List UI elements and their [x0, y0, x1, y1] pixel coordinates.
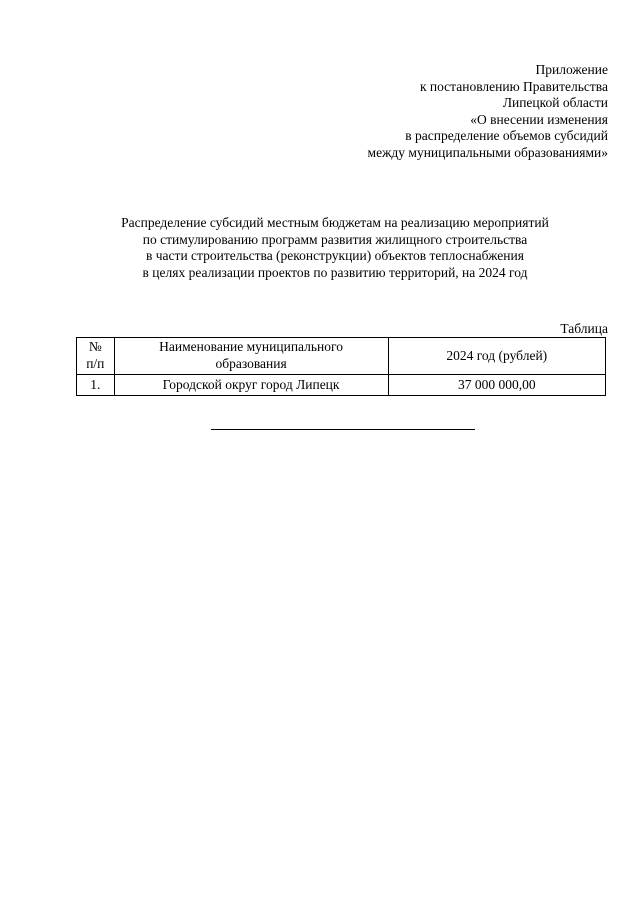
table-caption: Таблица: [560, 321, 608, 336]
header-amount: 2024 год (рублей): [388, 338, 605, 375]
header-number: [77, 338, 115, 375]
header-municipality-line2: образования: [215, 356, 287, 371]
header-number-line1: №: [88, 339, 102, 355]
appendix-line: «О внесении изменения: [470, 111, 608, 127]
cell-municipality: Городской округ город Липецк: [114, 375, 388, 396]
appendix-line: в распределение объемов субсидий: [405, 128, 608, 144]
document-title: [0, 215, 640, 281]
appendix-line: к постановлению Правительства: [419, 78, 608, 94]
cell-number: 1.: [77, 375, 115, 396]
appendix-header: [368, 62, 608, 162]
table-row: [77, 375, 606, 396]
header-number-line2: п/п: [86, 356, 105, 371]
header-municipality-line1: Наименование муниципального: [159, 339, 343, 355]
title-line: в части строительства (реконструкции) объектов теплоснабжения: [146, 248, 524, 264]
appendix-line: Приложение: [535, 62, 608, 77]
cell-amount: 37 000 000,00: [388, 375, 605, 396]
header-municipality: [114, 338, 388, 375]
subsidy-table: [76, 337, 606, 396]
title-line: в целях реализации проектов по развитию территорий, на 2024 год: [142, 264, 528, 280]
title-line: Распределение субсидий местным бюджетам на реализацию мероприятий: [121, 215, 549, 230]
appendix-line: между муниципальными образованиями»: [367, 144, 608, 160]
title-line: по стимулированию программ развития жилищного строительства: [142, 231, 528, 247]
appendix-line: Липецкой области: [502, 95, 608, 111]
end-divider-line: [211, 429, 475, 430]
table-header-row: [77, 338, 606, 375]
